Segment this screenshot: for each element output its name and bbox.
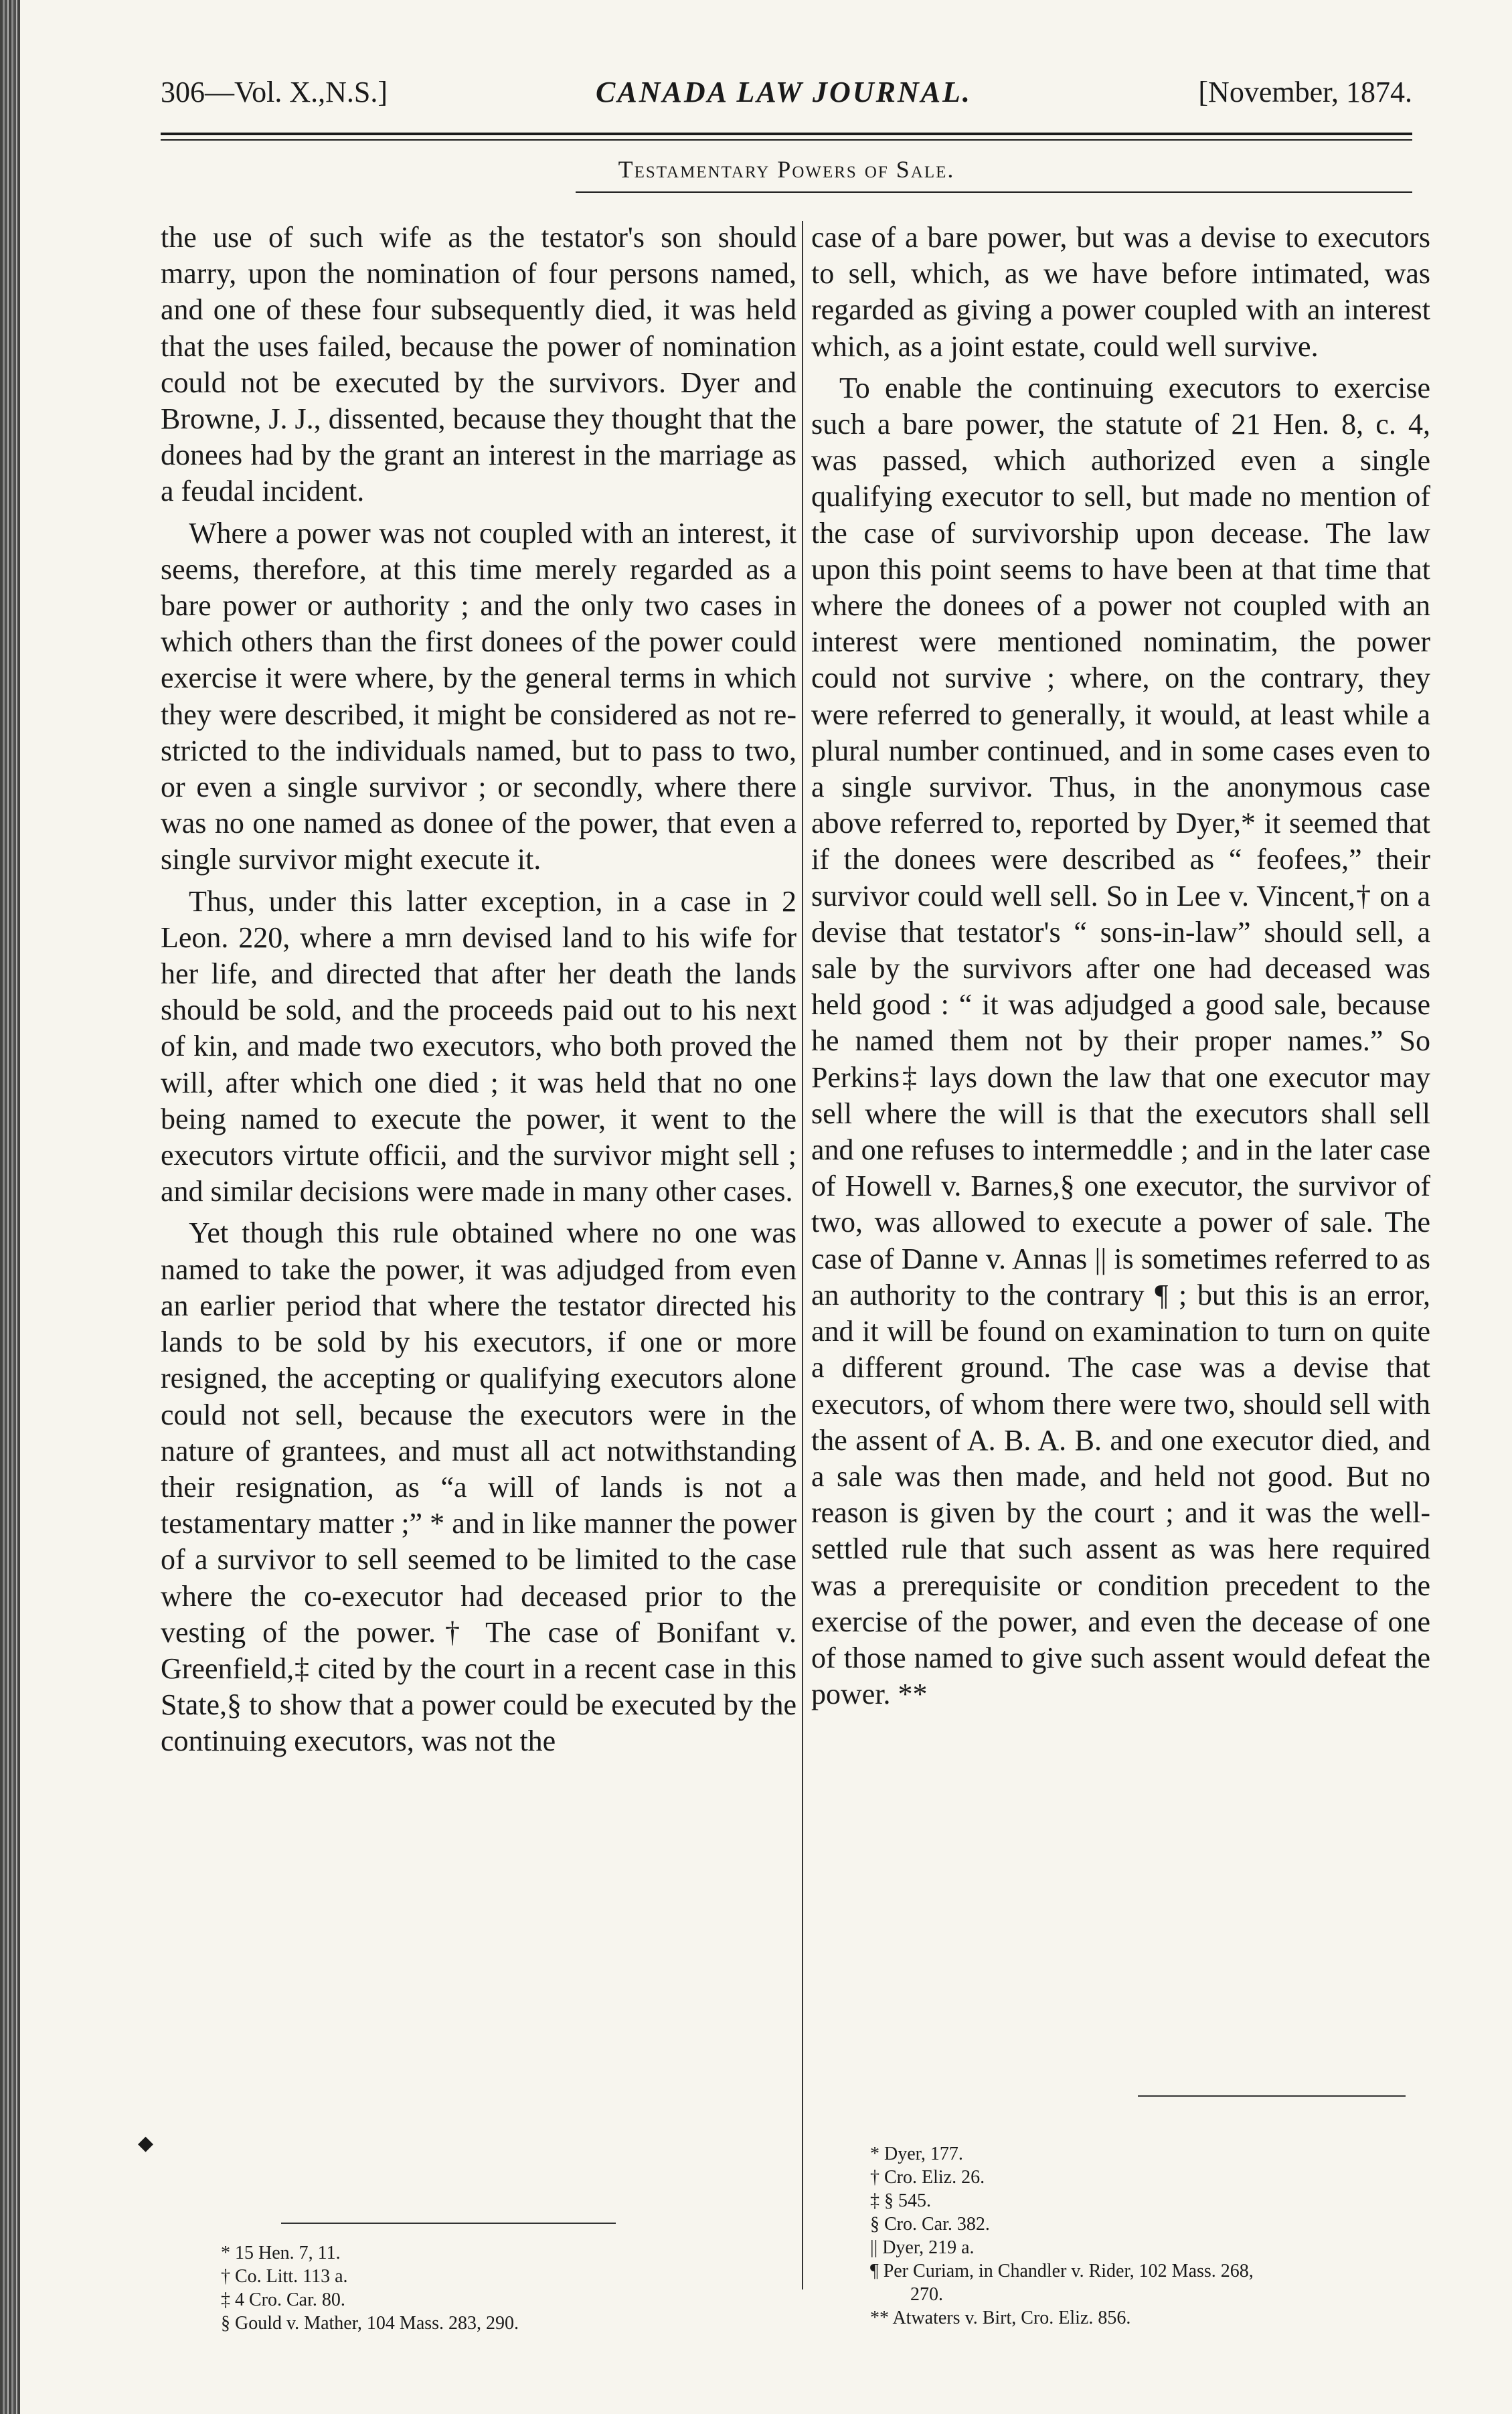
page-binding-edge (0, 0, 20, 2414)
paragraph: Where a power was not coupled with an interest, it seems, therefore, at this time merely regarded as a bare power or authority ; and the only two cases in which others than the first donees of the power could exercise it were where, by the general terms in which they were described, it might be considered as not restricted to the individuals named, but to pass to two, or even a single survivor ; or secondly, where there was no one named as donee of the power, that even a single survivor might execute it. (161, 516, 796, 876)
footnote: ** Atwaters v. Birt, Cro. Eliz. 856. (870, 2308, 1131, 2328)
running-header (161, 75, 1412, 122)
journal-title: CANADA LAW JOURNAL. (596, 76, 972, 108)
footnote: ‡ 4 Cro. Car. 80. (221, 2289, 345, 2310)
article-title: Testamentary Powers of Sale. (618, 156, 955, 183)
margin-mark: ◆ (138, 2132, 154, 2154)
title-rule (576, 191, 1412, 193)
right-text-column (811, 220, 1430, 1718)
footnote: * 15 Hen. 7, 11. (221, 2243, 341, 2263)
footnote: || Dyer, 219 a. (870, 2237, 975, 2258)
footnote-rule-right (1138, 2095, 1406, 2097)
footnote: † Cro. Eliz. 26. (870, 2167, 985, 2188)
left-text-column (161, 220, 796, 1765)
footnote: § Gould v. Mather, 104 Mass. 283, 290. (221, 2313, 519, 2334)
paragraph: case of a bare power, but was a devise to executors to sell, which, as we have before intimated, was regarded as giving a power coupled with an interest which, as a joint estate, could well survive. (811, 221, 1430, 363)
footnotes-left (221, 2241, 519, 2335)
header-rule-thin (161, 139, 1412, 141)
footnote: * Dyer, 177. (870, 2144, 963, 2164)
page-volume-label: 306—Vol. X.,N.S.] (161, 76, 388, 108)
footnote: † Co. Litt. 113 a. (221, 2266, 348, 2287)
paragraph: Yet though this rule obtained where no one was named to take the power, it was adjudged from even an earlier period that where the testator directed his lands to be sold by his executors, if one or more resigned, the accepting or qualifying executors alone could not sell, because the executors were in the nature of grantees, and must all act notwithstanding their resignation, as “a will of lands is not a testamentary matter ;” * and in like manner the power of a survivor to sell seemed to be limited to the case where the co-executor had deceased prior to the vesting of the power.† The case of Bonifant v. Greenfield,‡ cited by the court in a recent case in this State,§ to show that a power could be executed by the continuing executors, was not the (161, 1216, 796, 1758)
footnote: 270. (910, 2284, 943, 2305)
footnote: ‡ § 545. (870, 2190, 931, 2211)
footnote: ¶ Per Curiam, in Chandler v. Rider, 102 Mass. 268, (870, 2261, 1254, 2281)
header-rule-thick (161, 133, 1412, 135)
paragraph: To enable the continuing executors to exercise such a bare power, the statute of 21 Hen. 8, c. 4, was passed, which authorized even a single qualifying executor to sell, but made no mention of the case of survivorship upon decease. The law upon this point seems to have been at that time that where the donees of a power not coupled with an interest were mentioned nominatim, the power could not survive ; where, on the contrary, they were referred to generally, it would, at least while a plural number continued, and in some cases even to a single survivor. Thus, in the anonymous case above referred to, reported by Dyer,* it seemed that if the donees were described as “ feofees,” their survivor could well sell. So in Lee v. Vincent,† on a devise that testator's “ sons-in-law” should sell, a sale by the survivors after one had deceased was held good : “ it was adjudged a good sale, because he named them not by their proper names.” So Perkins‡ lays down the law that one executor may sell where the will is that the executors shall sell and one refuses to intermeddle ; and in the later case of Howell v. Barnes,§ one executor, the survivor of two, was allowed to execute a power of sale. The case of Danne v. Annas || is sometimes referred to as an authority to the contrary ¶ ; but this is an error, and it will be found on examination to turn on quite a different ground. The case was a devise that executors, of whom there were two, should sell with the assent of A. B. A. B. and one executor died, and a sale was then made, and held not good. But no reason is given by the court ; and it was the well-settled rule that such assent as was here required was a prerequisite or condition precedent to the exercise of the power, and even the decease of one of those named to give such assent would defeat the power. ** (811, 371, 1430, 1711)
footnotes-right (870, 2142, 1254, 2330)
paragraph: Thus, under this latter exception, in a case in 2 Leon. 220, where a mrn devised land to his wife for her life, and directed that after her death the lands should be sold, and the proceeds paid out to his next of kin, and made two executors, who both proved the will, after which one died ; it was held that no one being named to execute the power, it went to the executors virtute officii, and the survivor might sell ; and similar decisions were made in many other cases. (161, 884, 796, 1208)
footnote: § Cro. Car. 382. (870, 2214, 990, 2235)
column-divider (802, 221, 803, 2289)
issue-date: [November, 1874. (1198, 76, 1412, 108)
paragraph: the use of such wife as the testator's son should marry, upon the nomination of four persons named, and one of these four subsequently died, it was held that the uses failed, because the power of nomination could not be executed by the survivors. Dyer and Browne, J. J., dissented, because they thought that the donees had by the grant an interest in the marriage as a feudal incident. (161, 221, 796, 508)
footnote-rule-left (281, 2223, 616, 2224)
